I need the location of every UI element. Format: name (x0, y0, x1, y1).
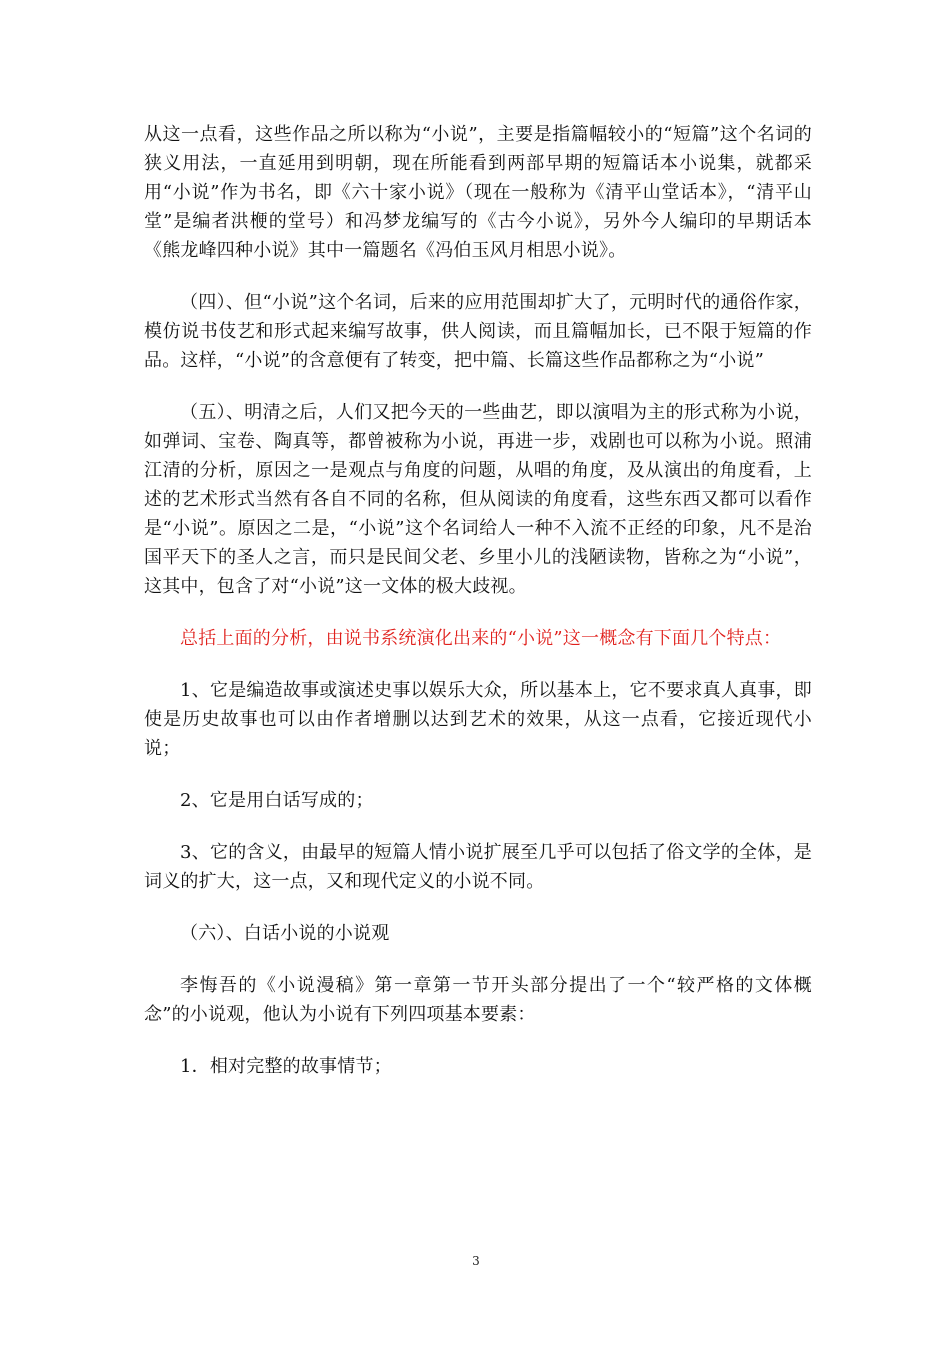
paragraph-element-1: 1．相对完整的故事情节； (180, 1056, 392, 1077)
document-body (144, 120, 812, 1104)
paragraph-feature-3: 3、它的含义，由最早的短篇人情小说扩展至几乎可以包括了俗文学的全体，是词义的扩大，这一点，又和现代定义的小说不同。 (144, 842, 812, 892)
paragraph-li-huiwu-view: 李悔吾的《小说漫稿》第一章第一节开头部分提出了一个“较严格的文体概念”的小说观，他认为小说有下列四项基本要素： (144, 975, 812, 1025)
paragraph-section-six-heading: （六）、白话小说的小说观 (180, 923, 390, 944)
paragraph-feature-1: 1、它是编造故事或演述史事以娱乐大众，所以基本上，它不要求真人真事，即使是历史故事也可以由作者增删以达到艺术的效果，从这一点看，它接近现代小说； (144, 680, 812, 759)
paragraph-summary-highlight: 总括上面的分析，由说书系统演化出来的“小说”这一概念有下面几个特点： (180, 628, 782, 649)
page-number: 3 (472, 1254, 480, 1268)
paragraph-feature-2: 2、它是用白话写成的； (180, 790, 374, 811)
paragraph-origin-of-term: 从这一点看，这些作品之所以称为“小说”，主要是指篇幅较小的“短篇”这个名词的狭义用法，一直延用到明朝，现在所能看到两部早期的短篇话本小说集，就都采用“小说”作为书名，即《六十家小说》（现在一般称为《清平山堂话本》，“清平山堂”是编者洪楩的堂号）和冯梦龙编写的《古今小说》，另外今人编印的早期话本《熊龙峰四种小说》其中一篇题名《冯伯玉风月相思小说》。 (144, 124, 812, 261)
paragraph-section-four: （四）、但“小说”这个名词，后来的应用范围却扩大了，元明时代的通俗作家，模仿说书伎艺和形式起来编写故事，供人阅读，而且篇幅加长，已不限于短篇的作品。这样，“小说”的含意便有了转变，把中篇、长篇这些作品都称之为“小说” (144, 292, 812, 371)
paragraph-section-five: （五）、明清之后，人们又把今天的一些曲艺，即以演唱为主的形式称为小说，如弹词、宝卷、陶真等，都曾被称为小说，再进一步，戏剧也可以称为小说。照浦江清的分析，原因之一是观点与角度的问题，从唱的角度，及从演出的角度看，上述的艺术形式当然有各自不同的名称，但从阅读的角度看，这些东西又都可以看作是“小说”。原因之二是，“小说”这个名词给人一种不入流不正经的印象，凡不是治国平天下的圣人之言，而只是民间父老、乡里小儿的浅陋读物，皆称之为“小说”，这其中，包含了对“小说”这一文体的极大歧视。 (144, 402, 812, 597)
